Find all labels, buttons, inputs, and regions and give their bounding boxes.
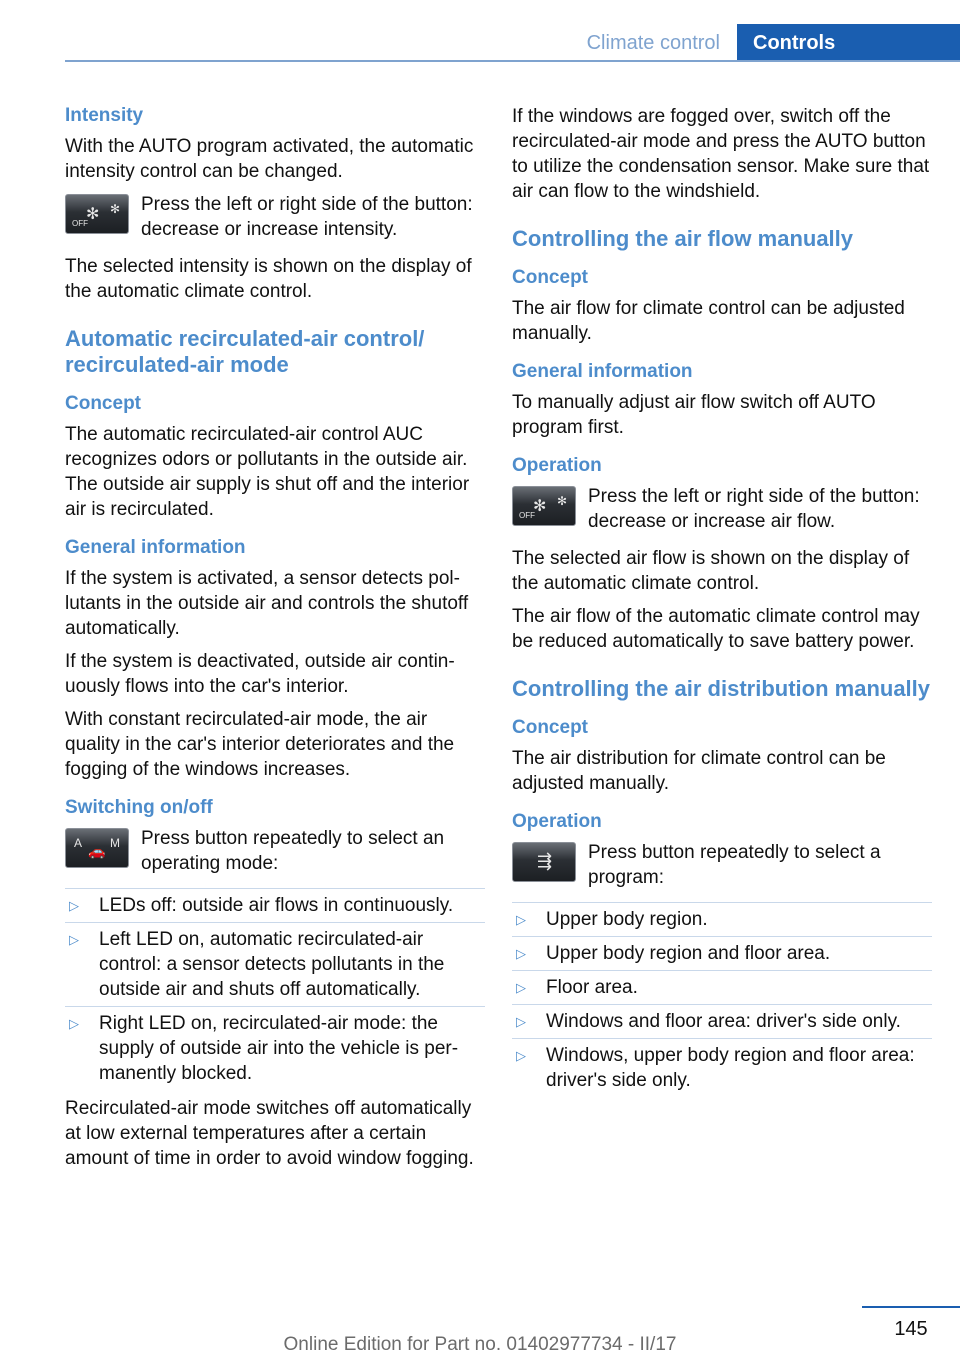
recirc-text: Recirculated-air mode switches off automatically at low external temperatures after a certain amount of time in order to avoid window fogging. [65,1098,474,1169]
general-heading: General information [65,537,246,558]
airflow-concept-heading: Concept [512,267,588,288]
fog-text: If the windows are fogged over, switch off the recirculated-air mode and press the AUTO button to utilize the condensation sensor. Make sure that air can flow to the windshield. [512,106,930,202]
list-item: ▷ Right LED on, recirculated-air mode: the supply of outside air into the vehicle is permanently blocked. [65,1006,485,1090]
triangle-marker-icon: ▷ [516,980,526,995]
distribution-heading: Controlling the air distribution manually [512,676,931,701]
concept-heading: Concept [65,393,141,414]
right-column [512,104,932,1103]
airflow-operation-heading: Operation [512,455,602,476]
list-item: ▷ LEDs off: outside air flows in continuously. [65,888,485,922]
auc-m-label: M [110,836,120,850]
list-item: ▷ Windows and floor area: driver's side only. [512,1004,932,1038]
page-number: 145 [894,1318,928,1340]
list-item: ▷ Windows, upper body region and floor area: driver's side only. [512,1038,932,1097]
triangle-marker-icon: ▷ [69,932,79,947]
distribution-concept-text: The air distribution for climate control can be adjusted manually. [512,748,886,794]
list-item: ▷ Upper body region. [512,902,932,936]
triangle-marker-icon: ▷ [516,912,526,927]
list-item: ▷ Upper body region and floor area. [512,936,932,970]
list-item: ▷ Left LED on, automatic recirculated-air control: a sensor detects pollutants in the outside air and shuts off automatically. [65,922,485,1006]
airflow-display-text: The selected air flow is shown on the display of the automatic climate control. [512,548,910,594]
car-recirculation-icon: A M 🚗 [65,828,129,868]
page-number-rule [862,1306,960,1308]
airflow-heading: Controlling the air flow manually [512,226,854,251]
airflow-button-row [512,484,932,534]
airflow-general-text: To manually adjust air flow switch off AUTO program first. [512,392,876,438]
triangle-marker-icon: ▷ [69,898,79,913]
fan-button-icon: ✻ ✻ OFF [512,486,576,526]
footer-edition: Online Edition for Part no. 01402977734 - II/17 [283,1334,677,1355]
fan-button-icon: ✻ ✻ OFF [65,194,129,234]
triangle-marker-icon: ▷ [516,1014,526,1029]
list-item: ▷ Floor area. [512,970,932,1004]
distribution-button-row [512,840,932,890]
triangle-marker-icon: ▷ [69,1016,79,1031]
auc-heading: Automatic recirculated-air control/ recirculated-air mode [65,326,425,377]
airflow-button-text: Press the left or right side of the button: decrease or increase air flow. [588,486,920,532]
program-list [512,902,932,1097]
triangle-marker-icon: ▷ [516,1048,526,1063]
fan-off-label: OFF [519,511,535,520]
airflow-general-heading: General information [512,361,693,382]
intensity-heading: Intensity [65,105,144,126]
switch-button-row [65,826,485,876]
general-text-1: If the system is activated, a sensor detects pollutants in the outside air and controls the shutoff automatically. [65,568,469,639]
airflow-reduce-text: The air flow of the automatic climate control may be reduced automatically to save battery power. [512,606,920,652]
left-column [65,104,485,1179]
air-distribution-icon: ⇶ [512,842,576,882]
intensity-display-text: The selected intensity is shown on the display of the automatic climate control. [65,256,472,302]
distribution-button-text: Press button repeatedly to select a program: [588,842,881,888]
header-tab-controls[interactable]: Controls [737,24,960,62]
concept-text: The automatic recirculated-air control AUC recognizes odors or pollutants in the outside air. The outside air supply is shut off and the interior air is recirculated. [65,424,470,520]
intensity-button-text: Press the left or right side of the button: decrease or increase intensity. [141,194,473,240]
auc-a-label: A [74,836,83,850]
distribution-operation-heading: Operation [512,811,602,832]
mode-list [65,888,485,1090]
switch-heading: Switching on/off [65,797,213,818]
fan-off-label: OFF [72,219,88,228]
switch-button-text: Press button repeatedly to select an operating mode: [141,828,445,874]
header-section-title: Climate control [586,32,720,54]
intensity-text: With the AUTO program activated, the automatic intensity control can be changed. [65,136,474,182]
intensity-button-row [65,192,485,242]
triangle-marker-icon: ▷ [516,946,526,961]
general-text-3: With constant recirculated-air mode, the air quality in the car's interior deteriorates and the fogging of the windows increases. [65,709,455,780]
airflow-concept-text: The air flow for climate control can be adjusted manually. [512,298,905,344]
general-text-2: If the system is deactivated, outside air continuously flows into the car's interior. [65,651,455,697]
header-rule [65,60,960,62]
distribution-concept-heading: Concept [512,717,588,738]
